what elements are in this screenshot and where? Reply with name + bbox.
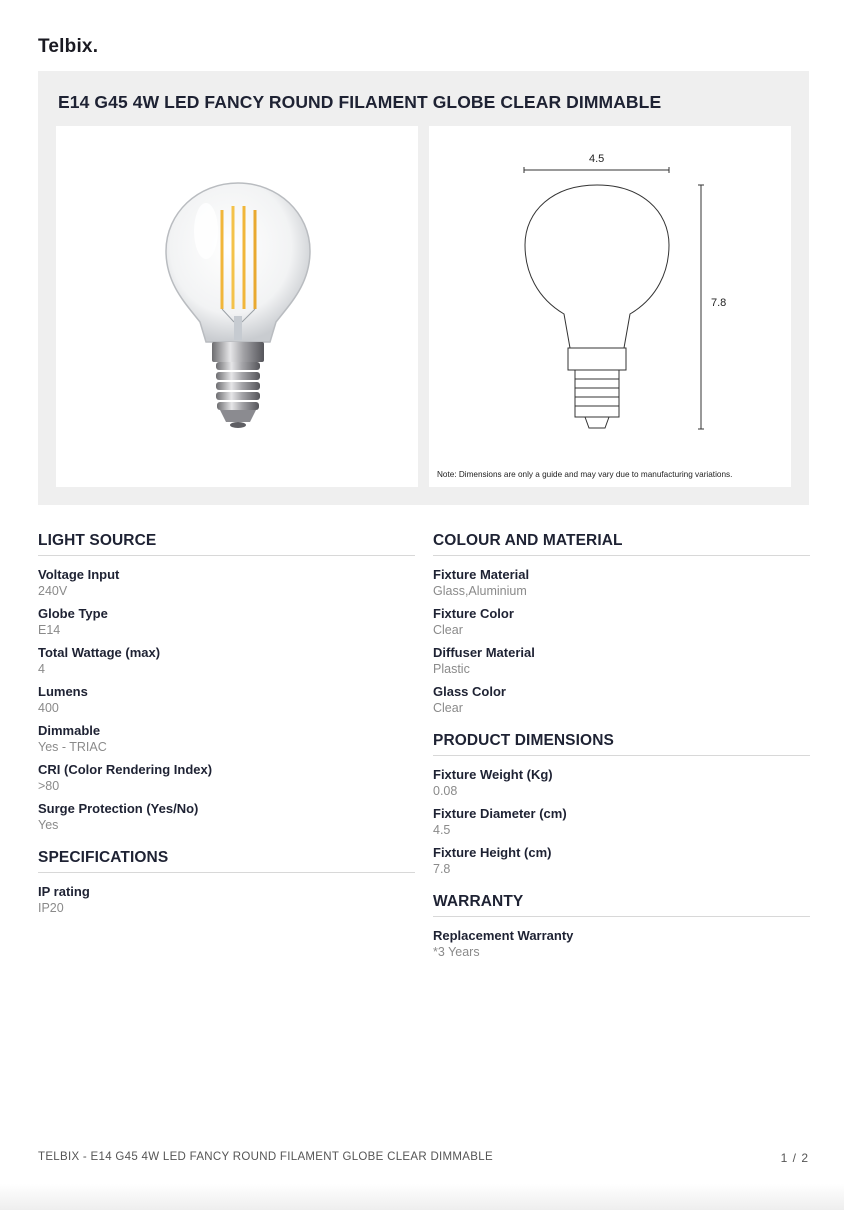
section-title: PRODUCT DIMENSIONS <box>433 732 810 756</box>
field-value: *3 Years <box>433 945 480 959</box>
specifications-section <box>38 849 415 916</box>
spec-field <box>433 844 810 877</box>
product-title: E14 G45 4W LED FANCY ROUND FILAMENT GLOBE CLEAR DIMMABLE <box>58 92 662 112</box>
field-value: 0.08 <box>433 784 458 798</box>
spec-field <box>433 644 810 677</box>
field-value: 7.8 <box>433 862 451 876</box>
right-column <box>433 532 810 976</box>
spec-field <box>433 605 810 638</box>
field-label: Total Wattage (max) <box>38 645 161 660</box>
spec-field <box>38 566 415 599</box>
field-label: IP rating <box>38 884 90 899</box>
field-label: Voltage Input <box>38 567 120 582</box>
field-value: IP20 <box>38 901 64 915</box>
field-label: Dimmable <box>38 723 101 738</box>
width-dimension-label: 4.5 <box>589 153 605 165</box>
field-value: Yes <box>38 818 59 832</box>
spec-field <box>38 644 415 677</box>
field-value: 4.5 <box>433 823 451 837</box>
spec-field <box>433 566 810 599</box>
field-label: CRI (Color Rendering Index) <box>38 762 213 777</box>
field-value: Yes - TRIAC <box>38 740 107 754</box>
field-label: Replacement Warranty <box>433 928 574 943</box>
spec-field <box>38 883 415 916</box>
section-title: WARRANTY <box>433 893 810 917</box>
field-label: Fixture Color <box>433 606 514 621</box>
section-title: LIGHT SOURCE <box>38 532 415 556</box>
field-value: Clear <box>433 701 463 715</box>
dimension-note: Note: Dimensions are only a guide and may vary due to manufacturing variations. <box>437 470 733 479</box>
field-value: E14 <box>38 623 61 637</box>
field-value: Glass,Aluminium <box>433 584 527 598</box>
field-label: Fixture Material <box>433 567 530 582</box>
field-label: Glass Color <box>433 684 506 699</box>
section-title: SPECIFICATIONS <box>38 849 415 873</box>
field-label: Fixture Diameter (cm) <box>433 806 567 821</box>
field-label: Diffuser Material <box>433 645 535 660</box>
spec-field <box>433 683 810 716</box>
light-source-section <box>38 532 415 833</box>
spec-field <box>433 766 810 799</box>
field-value: 400 <box>38 701 59 715</box>
colour-material-section <box>433 532 810 716</box>
page-number: 1 / 2 <box>780 1151 809 1165</box>
spec-field <box>433 927 810 960</box>
field-label: Globe Type <box>38 606 108 621</box>
spec-field <box>38 800 415 833</box>
filament-globe-photo <box>56 126 418 487</box>
globe-outline-diagram <box>429 126 791 487</box>
spec-field <box>38 683 415 716</box>
footer-product-name: TELBIX - E14 G45 4W LED FANCY ROUND FILAMENT GLOBE CLEAR DIMMABLE <box>38 1151 493 1163</box>
field-value: >80 <box>38 779 60 793</box>
height-dimension-label: 7.8 <box>711 297 727 309</box>
page-bottom-shade <box>0 1184 844 1210</box>
field-value: 240V <box>38 584 68 598</box>
warranty-section <box>433 893 810 960</box>
field-label: Lumens <box>38 684 88 699</box>
field-value: Clear <box>433 623 463 637</box>
dimension-drawing <box>429 126 791 487</box>
spec-field <box>433 805 810 838</box>
field-label: Surge Protection (Yes/No) <box>38 801 199 816</box>
product-dimensions-section <box>433 732 810 877</box>
spec-field <box>38 722 415 755</box>
product-hero <box>38 71 809 505</box>
field-label: Fixture Height (cm) <box>433 845 552 860</box>
brand-logo: Telbix. <box>38 36 99 57</box>
field-value: 4 <box>38 662 45 676</box>
field-value: Plastic <box>433 662 470 676</box>
product-photo <box>56 126 418 487</box>
field-label: Fixture Weight (Kg) <box>433 767 553 782</box>
spec-field <box>38 605 415 638</box>
left-column <box>38 532 415 932</box>
section-title: COLOUR AND MATERIAL <box>433 532 810 556</box>
spec-field <box>38 761 415 794</box>
